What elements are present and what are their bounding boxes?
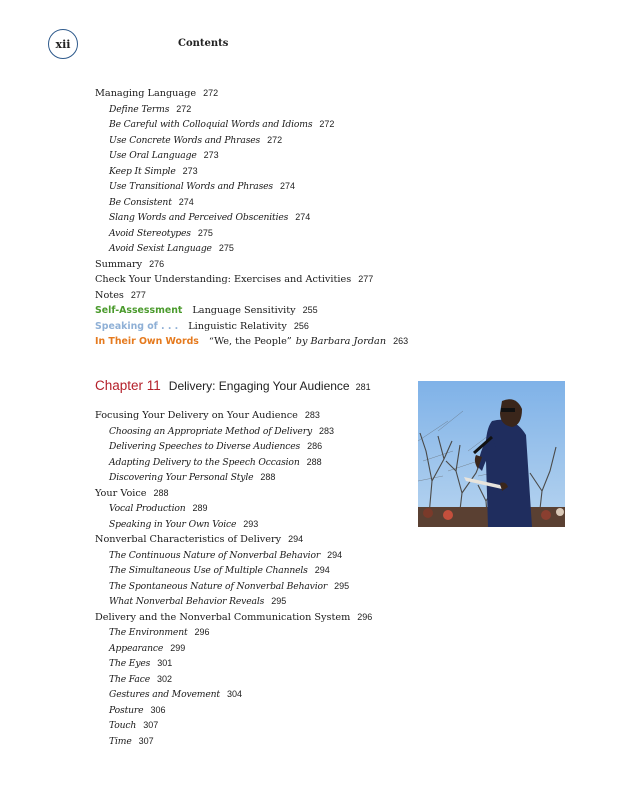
toc-entry-title: Touch <box>109 720 137 731</box>
toc-entry-title: Be Consistent <box>109 196 172 208</box>
toc-entry-title: Time <box>109 735 132 747</box>
toc-entry-page: 277 <box>358 274 374 284</box>
toc-entry-page: 272 <box>319 119 335 129</box>
toc-entry-page: 272 <box>176 103 192 114</box>
toc-entry-page: 295 <box>271 596 287 606</box>
toc-entry-title: The Eyes <box>109 658 151 669</box>
toc-entry-title: Speaking in Your Own Voice <box>109 518 237 530</box>
toc-entry-title: Slang Words and Perceived Obscenities <box>109 212 289 223</box>
toc-entry-page: 307 <box>143 720 159 730</box>
chapter-label: Chapter 11 <box>95 378 161 393</box>
toc-entry-page: 273 <box>182 165 198 176</box>
toc-entry-use-transitional-words-and-phrases[interactable] <box>95 179 415 195</box>
toc-entry-title: The Continuous Nature of Nonverbal Behavior <box>109 549 321 561</box>
feature-in-their-own-words[interactable] <box>95 334 415 350</box>
toc-entry-title: Use Oral Language <box>109 150 197 161</box>
toc-entry-title: Managing Language <box>95 88 197 99</box>
toc-entry-page: 274 <box>295 212 311 222</box>
toc-entry-page: 294 <box>288 534 304 544</box>
toc-entry-title: Gestures and Movement <box>109 689 220 700</box>
feature-label: Speaking of . . . <box>95 320 179 332</box>
toc-entry-be-consistent[interactable] <box>95 195 415 211</box>
toc-entry-title: Summary <box>95 258 143 270</box>
toc-entry-title: Notes <box>95 289 124 301</box>
toc-list <box>95 408 415 749</box>
toc-entry-use-concrete-words-and-phrases[interactable] <box>95 133 415 149</box>
toc-entry-speaking-in-your-own-voice[interactable] <box>95 517 415 533</box>
toc-entry-notes[interactable] <box>95 288 415 304</box>
toc-entry-define-terms[interactable] <box>95 102 415 118</box>
toc-entry-page: 289 <box>192 503 208 513</box>
toc-entry-title: Use Transitional Words and Phrases <box>109 181 273 192</box>
toc-entry-posture[interactable] <box>95 703 415 719</box>
toc-entry-choosing-an-appropriate-method-of-delivery[interactable] <box>95 424 415 440</box>
toc-entry-title: Keep It Simple <box>109 165 176 177</box>
toc-entry-title: Posture <box>109 704 144 716</box>
toc-entry-page: 288 <box>260 472 276 482</box>
toc-entry-use-oral-language[interactable] <box>95 148 415 164</box>
toc-entry-the-spontaneous-nature-of-nonverbal-behavior[interactable] <box>95 579 415 595</box>
toc-entry-page: 304 <box>226 689 242 699</box>
toc-entry-page: 283 <box>319 425 335 436</box>
toc-entry-page: 299 <box>170 642 186 653</box>
toc-entry-title: Avoid Sexist Language <box>109 243 212 254</box>
toc-entry-title: Focusing Your Delivery on Your Audience <box>95 410 298 421</box>
toc-list <box>95 86 415 303</box>
toc-entry-delivery-and-the-nonverbal-communication-system[interactable] <box>95 610 415 626</box>
toc-entry-title: Avoid Stereotypes <box>109 227 191 239</box>
toc-entry-adapting-delivery-to-the-speech-occasion[interactable] <box>95 455 415 471</box>
toc-entry-your-voice[interactable] <box>95 486 415 502</box>
toc-entry-page: 288 <box>153 487 169 498</box>
feature-self-assessment[interactable] <box>95 303 415 319</box>
toc-section-2 <box>95 408 415 749</box>
page-number: xii <box>55 37 71 51</box>
toc-entry-page: 302 <box>157 673 173 684</box>
toc-entry-page: 295 <box>334 580 350 591</box>
toc-entry-time[interactable] <box>95 734 415 750</box>
toc-entry-page: 293 <box>243 518 259 529</box>
toc-entry-page: 283 <box>304 410 320 420</box>
toc-entry-title: Delivering Speeches to Diverse Audiences <box>109 441 301 452</box>
feature-title: Language Sensitivity <box>192 305 296 316</box>
feature-speaking-of[interactable] <box>95 319 415 335</box>
toc-entry-vocal-production[interactable] <box>95 501 415 517</box>
toc-section-1 <box>95 86 415 350</box>
toc-entry-title: Vocal Production <box>109 503 186 514</box>
toc-entry-touch[interactable] <box>95 718 415 734</box>
toc-entry-title: Delivery and the Nonverbal Communication System <box>95 611 351 623</box>
toc-entry-avoid-stereotypes[interactable] <box>95 226 415 242</box>
toc-entry-gestures-and-movement[interactable] <box>95 687 415 703</box>
feature-page: 256 <box>293 320 309 331</box>
toc-entry-summary[interactable] <box>95 257 415 273</box>
toc-entry-title: The Environment <box>109 627 188 638</box>
toc-entry-title: Appearance <box>109 642 164 654</box>
toc-entry-page: 306 <box>150 704 166 715</box>
toc-entry-title: Define Terms <box>109 103 170 115</box>
toc-entry-page: 301 <box>157 658 173 668</box>
toc-entry-title: Your Voice <box>95 487 147 499</box>
toc-entry-page: 294 <box>327 549 343 560</box>
toc-entry-page: 276 <box>149 258 165 269</box>
toc-entry-page: 274 <box>178 196 194 207</box>
toc-entry-page: 288 <box>306 456 322 467</box>
toc-entry-delivering-speeches-to-diverse-audiences[interactable] <box>95 439 415 455</box>
toc-entry-page: 296 <box>357 611 373 622</box>
toc-entry-page: 275 <box>218 243 234 253</box>
speaker-photo <box>418 381 565 527</box>
feature-page: 263 <box>393 336 409 346</box>
toc-entry-managing-language[interactable] <box>95 86 415 102</box>
toc-entry-page: 272 <box>267 134 283 145</box>
toc-entry-title: Discovering Your Personal Style <box>109 472 254 483</box>
toc-entry-discovering-your-personal-style[interactable] <box>95 470 415 486</box>
toc-entry-title: The Simultaneous Use of Multiple Channels <box>109 565 308 576</box>
toc-entry-check-your-understanding-exercises-and-activities[interactable] <box>95 272 415 288</box>
toc-entry-keep-it-simple[interactable] <box>95 164 415 180</box>
toc-entry-the-continuous-nature-of-nonverbal-behavior[interactable] <box>95 548 415 564</box>
toc-entry-be-careful-with-colloquial-words-and-idioms[interactable] <box>95 117 415 133</box>
toc-entry-title: Be Careful with Colloquial Words and Idioms <box>109 119 313 130</box>
chapter-heading[interactable] <box>95 377 371 395</box>
feature-label: In Their Own Words <box>95 336 199 347</box>
page-number-badge <box>48 29 78 59</box>
feature-author: by Barbara Jordan <box>295 336 387 347</box>
chapter-page: 281 <box>355 382 371 392</box>
toc-entry-avoid-sexist-language[interactable] <box>95 241 415 257</box>
toc-entry-title: Choosing an Appropriate Method of Delivery <box>109 425 312 437</box>
feature-label: Self-Assessment <box>95 305 183 316</box>
toc-entry-page: 273 <box>203 150 219 160</box>
toc-entry-focusing-your-delivery-on-your-audience[interactable] <box>95 408 415 424</box>
toc-entry-page: 277 <box>130 289 146 300</box>
toc-entry-page: 274 <box>280 181 296 191</box>
toc-entry-the-simultaneous-use-of-multiple-channels[interactable] <box>95 563 415 579</box>
feature-page: 255 <box>302 305 318 315</box>
toc-entry-page: 296 <box>194 627 210 637</box>
toc-entry-appearance[interactable] <box>95 641 415 657</box>
feature-title: “We, the People” <box>208 336 292 347</box>
toc-entry-title: What Nonverbal Behavior Reveals <box>109 596 265 607</box>
toc-entry-the-eyes[interactable] <box>95 656 415 672</box>
feature-title: Linguistic Relativity <box>188 320 287 332</box>
chapter-title: Delivery: Engaging Your Audience <box>168 379 350 393</box>
toc-entry-title: Check Your Understanding: Exercises and Activities <box>95 274 352 285</box>
running-head: Contents <box>178 38 229 49</box>
toc-entry-slang-words-and-perceived-obscenities[interactable] <box>95 210 415 226</box>
toc-entry-page: 275 <box>197 227 213 238</box>
toc-entry-title: Adapting Delivery to the Speech Occasion <box>109 456 300 468</box>
toc-entry-what-nonverbal-behavior-reveals[interactable] <box>95 594 415 610</box>
toc-entry-page: 294 <box>314 565 330 575</box>
toc-entry-the-face[interactable] <box>95 672 415 688</box>
toc-entry-title: The Spontaneous Nature of Nonverbal Behavior <box>109 580 328 592</box>
toc-entry-page: 272 <box>203 88 219 98</box>
toc-entry-page: 286 <box>307 441 323 451</box>
toc-entry-title: The Face <box>109 673 151 685</box>
toc-entry-title: Use Concrete Words and Phrases <box>109 134 261 146</box>
toc-entry-page: 307 <box>138 735 154 746</box>
toc-entry-title: Nonverbal Characteristics of Delivery <box>95 534 282 545</box>
toc-entry-nonverbal-characteristics-of-delivery[interactable] <box>95 532 415 548</box>
toc-entry-the-environment[interactable] <box>95 625 415 641</box>
